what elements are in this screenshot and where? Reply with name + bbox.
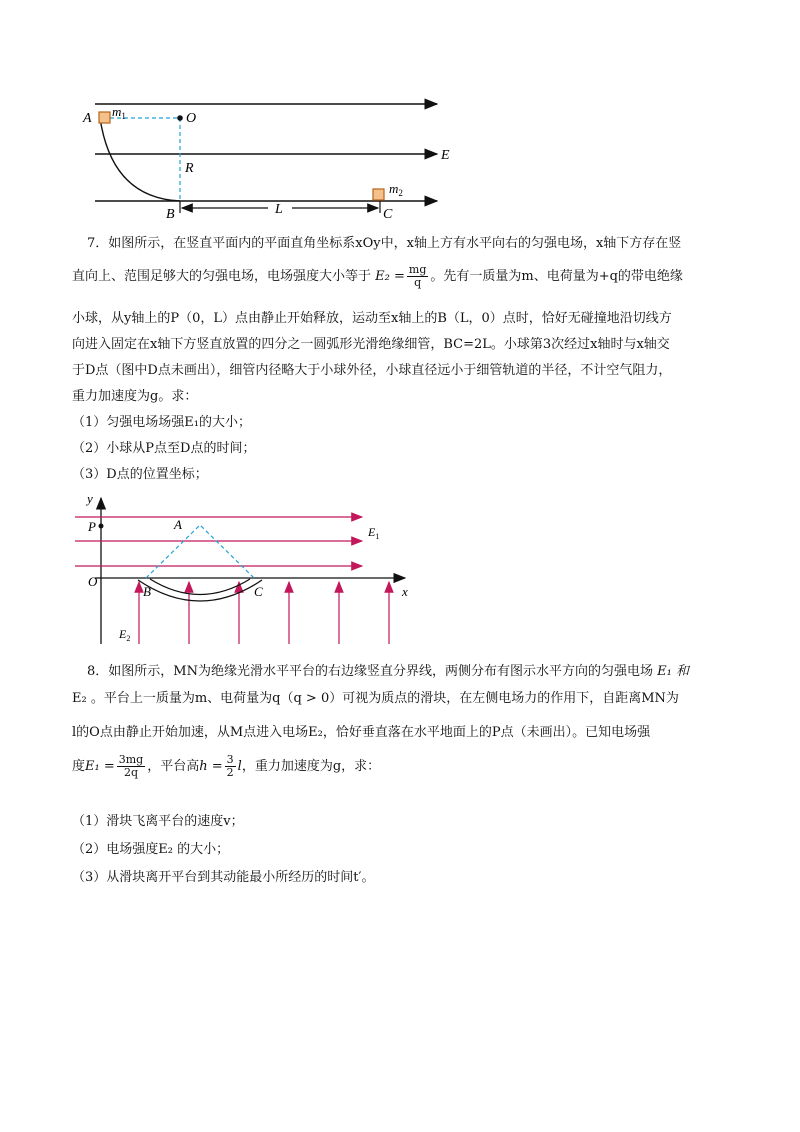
q7-line1: 7．如图所示，在竖直平面内的平面直角坐标系xOy中，x轴上方有水平向右的匀强电场，x轴下方存在竖 <box>87 236 682 251</box>
q8-sub1: （1）滑块飞离平台的速度v； <box>72 814 244 829</box>
label-c: C <box>383 207 393 222</box>
label-x: x <box>402 584 408 599</box>
q7-sub3: （3）D点的位置坐标； <box>72 467 208 482</box>
label-o: O <box>186 111 197 126</box>
label-e: E <box>441 148 450 163</box>
label-c2: C <box>254 584 263 599</box>
q7-line3: 小球，从y轴上的P（0，L）点由静止开始释放，运动至x轴上的B（L，0）点时，恰好无碰撞地沿切线方 <box>72 311 672 326</box>
formula-h: h = $\frac{3}{2}$ l <box>199 753 242 779</box>
point-p <box>99 524 104 529</box>
q7-sub2: （2）小球从P点至D点的时间； <box>72 441 256 456</box>
q8-line3: l的O点由静止开始加速，从M点进入电场E₂，恰好垂直落在水平地面上的P点（未画出）。已知电场强 <box>72 725 651 740</box>
formula-e1: E₁ = $\frac{3mg}{2q}$ <box>85 753 144 779</box>
label-b2: B <box>143 584 151 599</box>
label-p: P <box>88 519 96 534</box>
label-l: L <box>275 202 283 217</box>
label-b: B <box>166 207 175 222</box>
q7-line4: 向进入固定在x轴下方竖直放置的四分之一圆弧形光滑绝缘细管，BC=2L。小球第3次经过x轴时与x轴交 <box>72 337 670 352</box>
label-a2: A <box>174 517 182 532</box>
q7-sub1: （1）匀强电场场强E₁的大小； <box>72 415 251 430</box>
label-r: R <box>185 161 194 176</box>
label-m2: $m_2$ <box>389 181 403 198</box>
block-m1 <box>99 112 110 123</box>
q7-line2: 直向上、范围足够大的匀强电场，电场强度大小等于 E₂ = $\frac{mg}{q}$ 。先有一质量为m、电荷量为+q的带电绝缘 <box>72 263 683 289</box>
label-e2: $E_2$ <box>119 627 131 643</box>
formula-e2: E₂ = $\frac{mg}{q}$ <box>375 263 427 289</box>
q8-line1: 8．如图所示，MN为绝缘光滑水平平台的右边缘竖直分界线，两侧分布有图示水平方向的匀强电场 E₁ 和 <box>87 664 689 679</box>
label-e1: $E_1$ <box>368 525 380 541</box>
block-m2 <box>373 189 384 200</box>
label-y: y <box>87 491 93 506</box>
q8-line4: 度E₁ = $\frac{3mg}{2q}$ ，平台高h = $\frac{3}{2}$ l，重力加速度为g，求： <box>72 753 381 779</box>
label-a: A <box>83 111 92 126</box>
figure-1 <box>0 0 800 230</box>
q8-sub2: （2）电场强度E₂ 的大小； <box>72 842 230 857</box>
q8-line2: E₂ 。平台上一质量为m、电荷量为q（q > 0）可视为质点的滑块，在左侧电场力的作用下，自距离MN为 <box>72 691 679 706</box>
figure-2 <box>0 488 800 650</box>
label-origin-o: O <box>88 574 98 589</box>
dashed-radius-lines <box>146 525 254 578</box>
q8-sub3: （3）从滑块离开平台到其动能最小所经历的时间t′。 <box>72 870 375 885</box>
q7-line5: 于D点（图中D点未画出），细管内径略大于小球外径，小球直径远小于细管轨道的半径，不计空气阻力， <box>72 363 672 378</box>
center-point-o <box>177 115 183 121</box>
arc-track <box>100 118 180 201</box>
q7-line6: 重力加速度为g。求： <box>72 389 198 404</box>
label-m1: $m_1$ <box>112 104 126 121</box>
tube-inner-arc <box>150 579 250 595</box>
